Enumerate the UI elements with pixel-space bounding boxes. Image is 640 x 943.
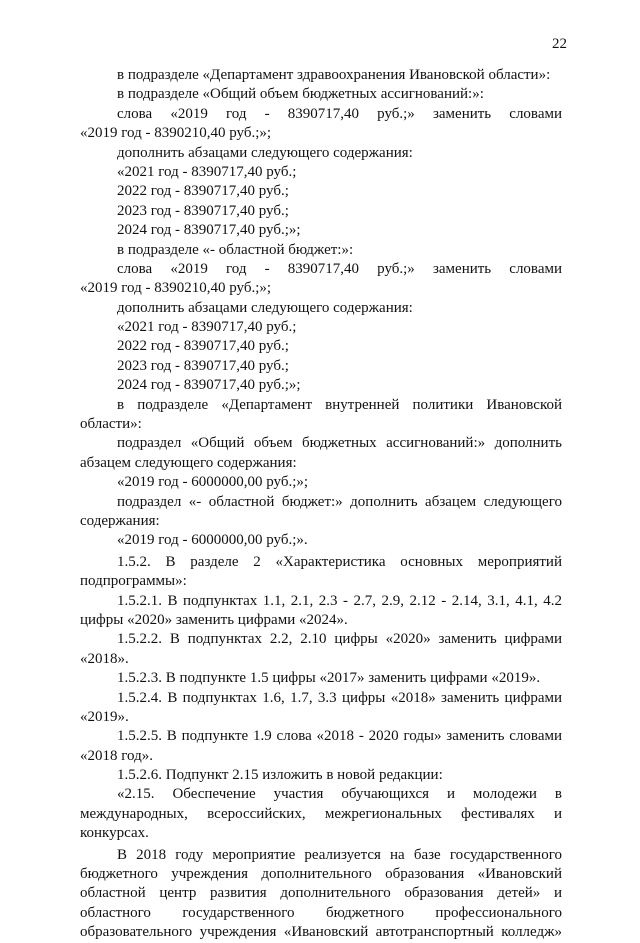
text-line: слова «2019 год - 8390717,40 руб.;» заменить словами (117, 105, 562, 122)
text-line: «2021 год - 8390717,40 руб.; (117, 163, 297, 180)
text-line: конкурсах. (80, 825, 149, 842)
text-line: в подразделе «- областной бюджет:»: (117, 241, 354, 258)
text-line: слова «2019 год - 8390717,40 руб.;» заменить словами (117, 260, 562, 277)
text-line: образовательного учреждения «Ивановский автотранспортный колледж» (80, 924, 562, 941)
text-line: «2018». (80, 650, 129, 667)
text-line: 2022 год - 8390717,40 руб.; (117, 338, 289, 355)
text-line: 1.5.2.5. В подпункте 1.9 слова «2018 - 2020 годы» заменить словами (117, 728, 562, 745)
text-line: бюджетного учреждения дополнительного образования «Ивановский (80, 866, 562, 883)
text-line: подпрограммы»: (80, 573, 187, 590)
document-body (80, 66, 562, 943)
text-line: «2019 год - 6000000,00 руб.;». (117, 532, 308, 549)
text-line: дополнить абзацами следующего содержания: (117, 299, 413, 316)
text-line: международных, всероссийских, межрегиональных фестивалях и (80, 805, 562, 822)
text-line: 1.5.2.3. В подпункте 1.5 цифры «2017» заменить цифрами «2019». (117, 670, 541, 687)
text-line: в подразделе «Общий объем бюджетных ассигнований:»: (117, 86, 484, 103)
text-line: областного государственного бюджетного профессионального (80, 904, 562, 921)
text-line: 2024 год - 8390717,40 руб.;»; (117, 222, 301, 239)
text-line: 2024 год - 8390717,40 руб.;»; (117, 377, 301, 394)
text-line: области»: (80, 416, 142, 433)
text-line: 1.5.2. В разделе 2 «Характеристика основных мероприятий (117, 553, 562, 570)
text-line: 1.5.2.2. В подпунктах 2.2, 2.10 цифры «2020» заменить цифрами (117, 631, 562, 648)
text-line: «2018 год». (80, 747, 153, 764)
text-line: «2.15. Обеспечение участия обучающихся и молодежи в (117, 786, 562, 803)
text-line: 2022 год - 8390717,40 руб.; (117, 183, 289, 200)
text-line: 2023 год - 8390717,40 руб.; (117, 357, 289, 374)
text-line: подраздел «- областной бюджет:» дополнить абзацем следующего (117, 493, 562, 510)
text-line: содержания: (80, 512, 160, 529)
text-line: «2019 год - 6000000,00 руб.;»; (117, 474, 309, 491)
text-line: дополнить абзацами следующего содержания: (117, 144, 413, 161)
text-line: 2023 год - 8390717,40 руб.; (117, 202, 289, 219)
text-line: в подразделе «Департамент внутренней политики Ивановской (117, 396, 562, 413)
text-line: в подразделе «Департамент здравоохранения Ивановской области»: (117, 67, 551, 83)
page-number: 22 (552, 36, 567, 52)
text-line: В 2018 году мероприятие реализуется на базе государственного (117, 846, 562, 863)
text-line: цифры «2020» заменить цифрами «2024». (80, 611, 348, 628)
text-line: абзацем следующего содержания: (80, 454, 297, 471)
text-line: «2019 год - 8390210,40 руб.;»; (80, 125, 272, 142)
text-line: подраздел «Общий объем бюджетных ассигнований:» дополнить (117, 435, 562, 452)
text-line: «2019 год - 8390210,40 руб.;»; (80, 280, 272, 297)
text-line: 1.5.2.4. В подпунктах 1.6, 1.7, 3.3 цифры «2018» заменить цифрами (117, 689, 562, 706)
text-line: 1.5.2.6. Подпункт 2.15 изложить в новой редакции: (117, 767, 443, 784)
text-line: областной центр развития дополнительного образования детей» и (80, 885, 562, 902)
text-line: 1.5.2.1. В подпунктах 1.1, 2.1, 2.3 - 2.7, 2.9, 2.12 - 2.14, 3.1, 4.1, 4.2 (117, 592, 562, 609)
text-line: «2021 год - 8390717,40 руб.; (117, 319, 297, 336)
text-line: «2019». (80, 708, 129, 725)
